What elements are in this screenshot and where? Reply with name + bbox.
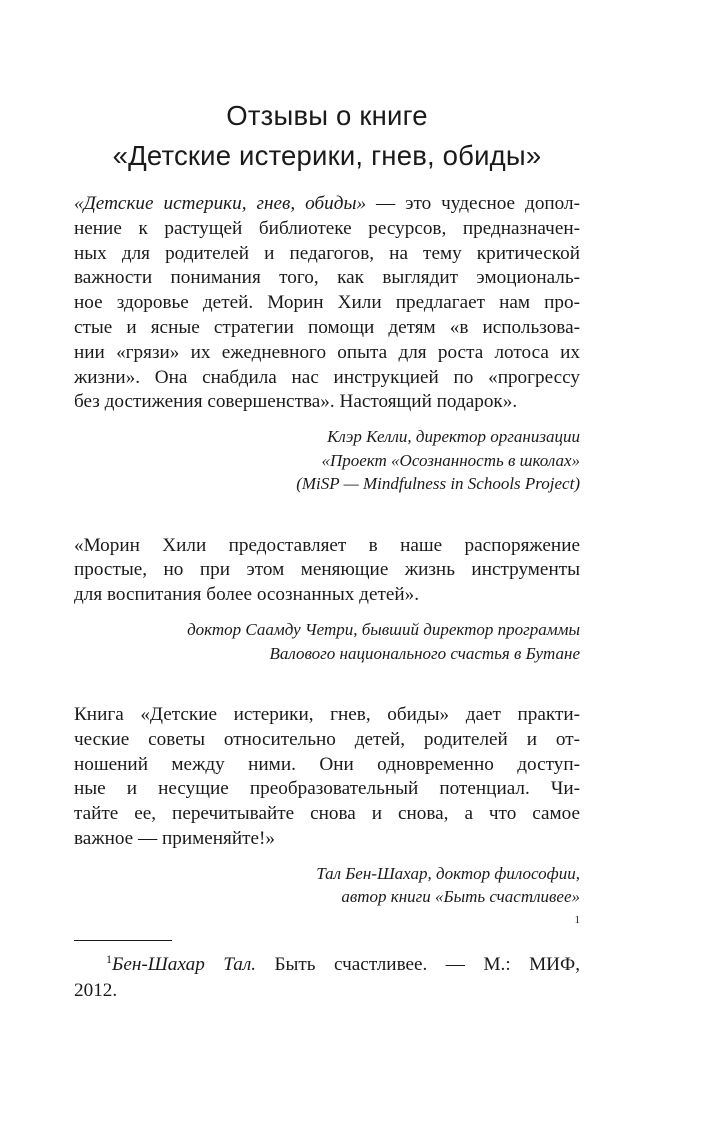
review-1-text (74, 192, 580, 415)
review-3-line: Книга «Детские истерики, гнев, обиды» дает практи- (74, 704, 580, 726)
review-1-line: нии «грязи» их ежедневного опыта для роста лотоса их (74, 341, 580, 363)
footnote-number: 1 (106, 952, 112, 966)
review-1-line: «Детские истерики, гнев, обиды» — это чудесное допол- (74, 193, 580, 214)
title-line-2: «Детские истерики, гнев, обиды» (112, 140, 542, 171)
review-3-line: тайте ее, перечитывайте снова и снова, а что самое (74, 803, 580, 825)
review-2-line: простые, но при этом меняющие жизнь инструменты (74, 559, 580, 581)
review-1-attribution: Клэр Келли, директор организации «Проект «Осознанность в школах» (MiSP — Mindfulness in Schools Project) (296, 427, 580, 494)
footnote-year: 2012. (74, 980, 118, 1001)
footnote-divider (74, 940, 172, 941)
footnote: $^1$Бен-Шахар Тал. Быть счастливее. — М.: МИФ, 2012. (74, 946, 580, 1004)
title-line-1: Отзывы о книге (226, 100, 428, 131)
review-1-line: без достижения совершенства». Настоящий подарок». (74, 391, 518, 413)
page-content (74, 96, 580, 932)
footnote-marker: 1 (574, 913, 580, 926)
review-2-attribution: доктор Саамду Четри, бывший директор программы Валового национального счастья в Бутане (187, 620, 580, 663)
review-1-line: ное здоровье детей. Морин Хили предлагает нам про- (74, 292, 580, 314)
review-2-text (74, 534, 580, 608)
review-3-text (74, 703, 580, 852)
page-title (74, 96, 580, 176)
review-2-line: «Морин Хили предоставляет в наше распоряжение (74, 534, 580, 556)
review-3-line: важное — применяйте!» (74, 828, 276, 850)
review-1-line: ных для родителей и педагогов, на тему критической (74, 242, 580, 264)
review-3-line: ношений между ними. Они одновременно доступ- (74, 753, 580, 775)
book-title-italic: «Детские истерики, гнев, обиды» (74, 193, 367, 214)
review-3-attribution: Тал Бен-Шахар, доктор философии, автор книги «Быть счастливее» 1 (74, 862, 580, 933)
review-1-line: важности понимания того, как выглядит эмоциональ- (74, 267, 580, 289)
review-1-line: нение к растущей библиотеке ресурсов, предназначен- (74, 217, 580, 239)
review-1-line: стые и ясные стратегии помощи детям «в использова- (74, 316, 580, 338)
footnote-author: Бен-Шахар Тал. (112, 954, 257, 975)
review-3-line: ные и несущие преобразовательный потенциал. Чи- (74, 778, 580, 800)
review-2-line: для воспитания более осознанных детей». (74, 584, 420, 606)
review-3-line: ческие советы относительно детей, родителей и от- (74, 728, 580, 750)
review-1-line: жизни». Она снабдила нас инструкцией по «прогрессу (74, 366, 580, 388)
